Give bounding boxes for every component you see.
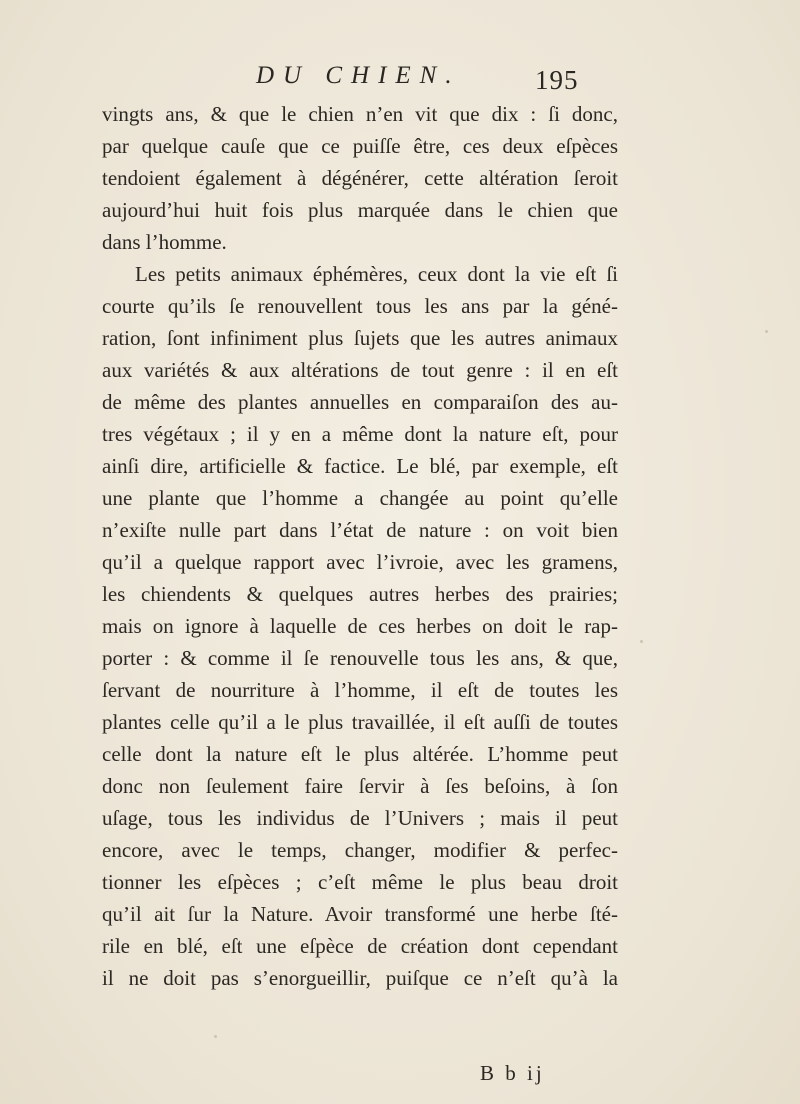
- text-line: celle dont la nature eſt le plus altérée. L’homme peut: [102, 742, 618, 766]
- text-line: mais on ignore à laquelle de ces herbes on doit le rap-: [102, 614, 618, 638]
- text-line: une plante que l’homme a changée au point qu’elle: [102, 486, 618, 510]
- text-line: porter : & comme il ſe renouvelle tous les ans, & que,: [102, 646, 618, 670]
- running-head: [0, 52, 800, 98]
- text-line: les chiendents & quelques autres herbes des prairies;: [102, 582, 618, 606]
- text-line: il ne doit pas s’enorgueillir, puiſque ce n’eſt qu’à la: [102, 966, 618, 990]
- paper-speck: [765, 330, 768, 333]
- text-line: qu’il a quelque rapport avec l’ivroie, avec les gramens,: [102, 550, 618, 574]
- page-number: 195: [535, 65, 579, 95]
- text-line: ainſi dire, artificielle & factice. Le blé, par exemple, eſt: [102, 454, 618, 478]
- text-line: encore, avec le temps, changer, modifier & perfec-: [102, 838, 618, 862]
- signature-mark: B b ij: [480, 1061, 545, 1085]
- text-line: de même des plantes annuelles en comparaiſon des au-: [102, 390, 618, 414]
- text-line: tendoient également à dégénérer, cette altération ſeroit: [102, 166, 618, 190]
- text-line: rile en blé, eſt une eſpèce de création dont cependant: [102, 934, 618, 958]
- running-title: DU CHIEN.: [256, 62, 461, 89]
- text-line: ſervant de nourriture à l’homme, il eſt de toutes les: [102, 678, 618, 702]
- text-line: par quelque cauſe que ce puiſſe être, ces deux eſpèces: [102, 134, 618, 158]
- text-line: aux variétés & aux altérations de tout genre : il en eſt: [102, 358, 618, 382]
- text-line: courte qu’ils ſe renouvellent tous les ans par la géné-: [102, 294, 618, 318]
- text-line: plantes celle qu’il a le plus travaillée, il eſt auſſi de toutes: [102, 710, 618, 734]
- paper-speck: [214, 1035, 217, 1038]
- text-line: qu’il ait ſur la Nature. Avoir transformé une herbe ſté-: [102, 902, 618, 926]
- body-text: [102, 98, 618, 994]
- text-line: tionner les eſpèces ; c’eſt même le plus beau droit: [102, 870, 618, 894]
- text-line: aujourd’hui huit fois plus marquée dans le chien que: [102, 198, 618, 222]
- text-line: tres végétaux ; il y en a même dont la nature eſt, pour: [102, 422, 618, 446]
- text-line: uſage, tous les individus de l’Univers ; mais il peut: [102, 806, 618, 830]
- paper-speck: [640, 640, 643, 643]
- text-line: dans l’homme.: [102, 230, 227, 254]
- text-line: vingts ans, & que le chien n’en vit que dix : ſi donc,: [102, 102, 618, 126]
- text-line: ration, ſont infiniment plus ſujets que les autres animaux: [102, 326, 618, 350]
- text-line: donc non ſeulement faire ſervir à ſes beſoins, à ſon: [102, 774, 618, 798]
- text-line: Les petits animaux éphémères, ceux dont la vie eſt ſi: [135, 262, 618, 286]
- text-line: n’exiſte nulle part dans l’état de nature : on voit bien: [102, 518, 618, 542]
